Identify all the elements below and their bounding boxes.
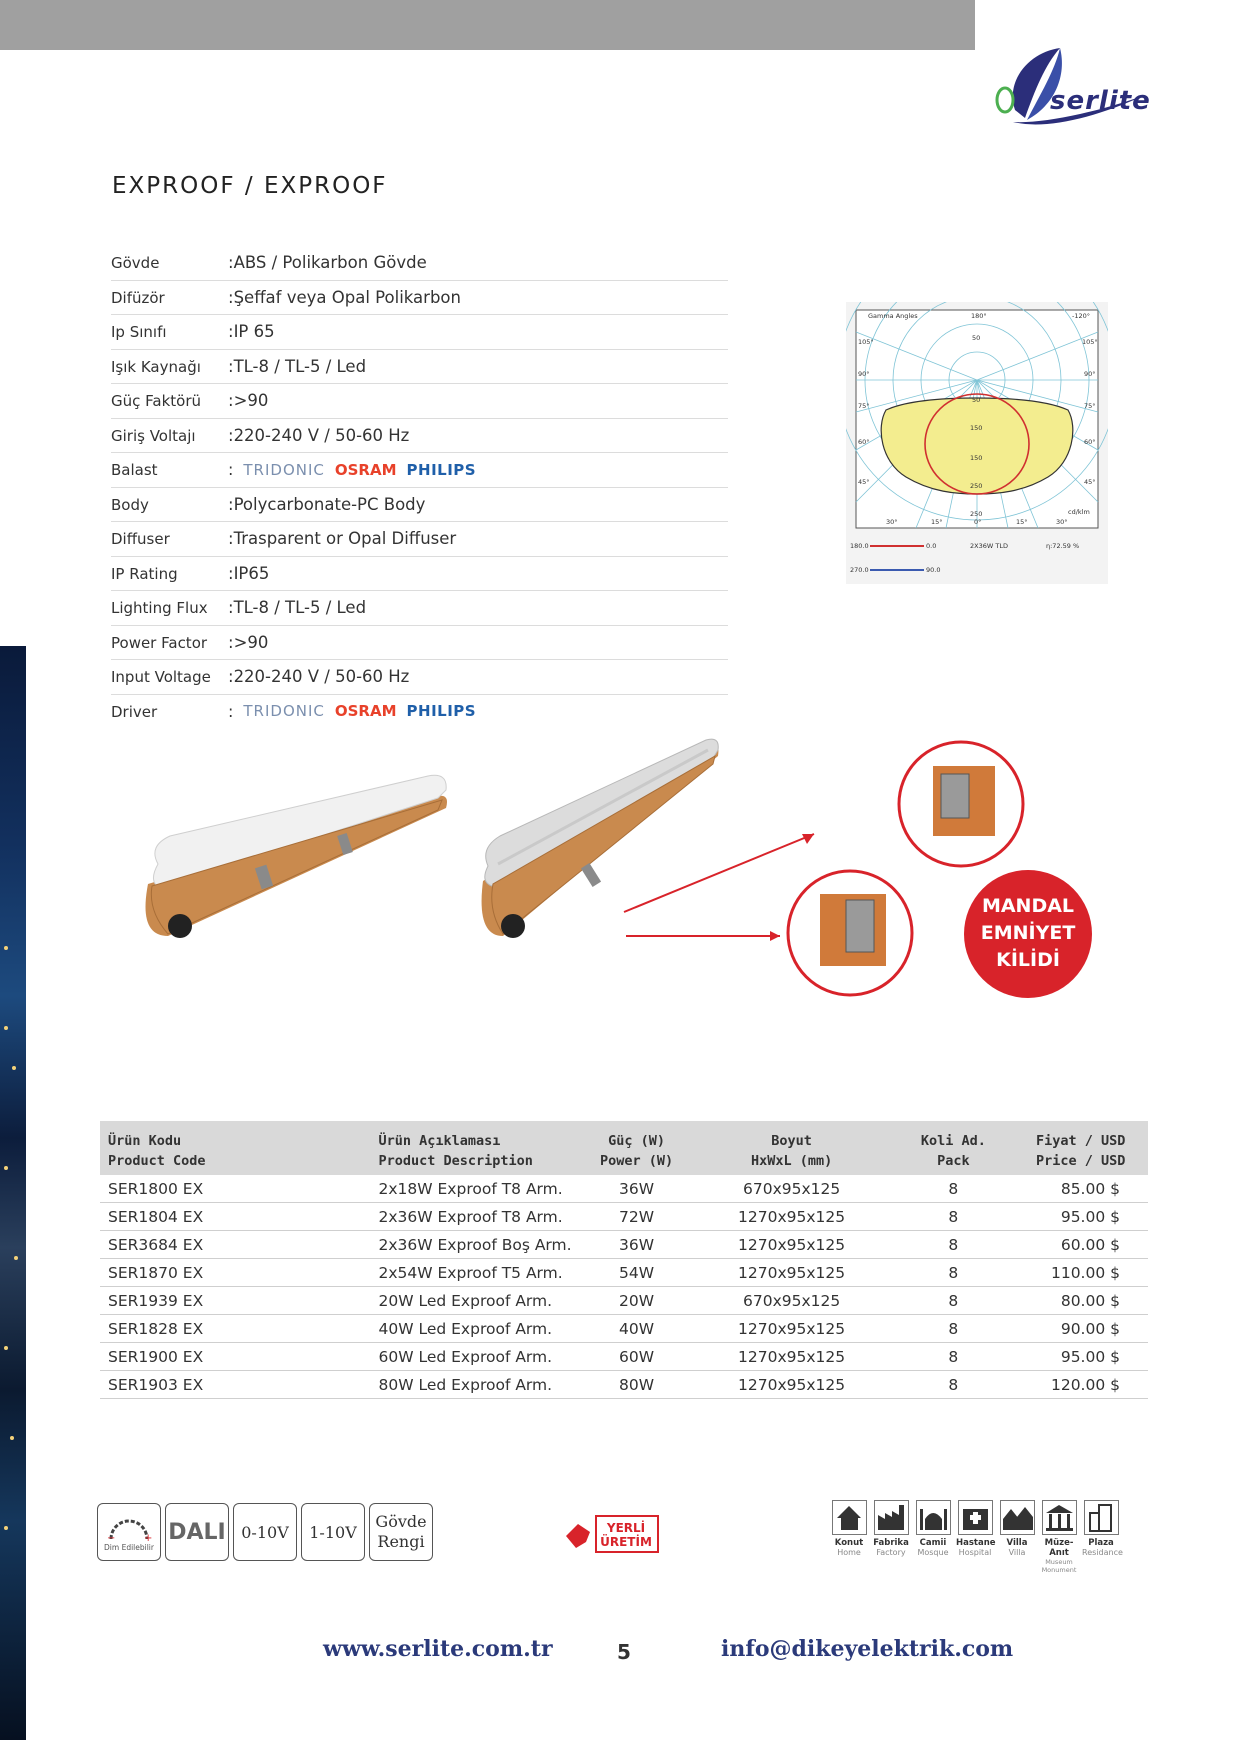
spec-value: :IP65: [228, 563, 270, 583]
factory-icon: Fabrika Factory: [872, 1500, 910, 1558]
page-number: 5: [617, 1640, 631, 1664]
ring-label: 250: [970, 510, 983, 518]
spec-row: [111, 384, 728, 419]
page-title: EXPROOF / EXPROOF: [112, 173, 388, 199]
application-areas: [830, 1500, 1125, 1574]
spec-row: [111, 660, 728, 695]
spec-label: Body: [111, 495, 149, 514]
feature-icons: [97, 1503, 433, 1561]
price-table: [100, 1121, 1148, 1399]
spec-value: :220-240 V / 50-60 Hz: [228, 667, 410, 686]
villa-icon: Villa Villa: [998, 1500, 1036, 1558]
spec-row: [111, 695, 728, 729]
spec-label: Input Voltage: [111, 668, 211, 686]
spec-row: [111, 281, 728, 316]
spec-value: :ABS / Polikarbon Gövde: [228, 253, 427, 272]
badge-line: EMNİYET: [980, 922, 1076, 944]
spec-row: [111, 522, 728, 557]
brand-name: serlite: [1050, 86, 1151, 116]
angle-label: 90°: [858, 370, 870, 378]
table-row: SER1804 EX 2x36W Exproof T8 Arm. 72W 1270x95x125 8 95.00 $: [100, 1203, 1148, 1231]
spec-value: :Şeffaf veya Opal Polikarbon: [228, 287, 461, 307]
angle-label: 105°: [1082, 338, 1098, 346]
ring-label: 50: [972, 396, 981, 404]
col-header-description: Ürün Açıklaması Product Description: [371, 1121, 584, 1175]
angle-label: 0°: [974, 518, 982, 526]
table-row: SER3684 EX 2x36W Exproof Boş Arm. 36W 1270x95x125 8 60.00 $: [100, 1231, 1148, 1259]
dimming-0-10v-icon: 0-10V: [233, 1503, 297, 1561]
spec-list: [111, 246, 728, 728]
spec-row: [111, 453, 728, 488]
spec-value: :IP 65: [228, 322, 275, 341]
angle-label: 60°: [1084, 438, 1096, 446]
badge-line: KİLİDİ: [996, 949, 1060, 971]
ring-label: 250: [970, 482, 983, 490]
safety-lock-badge: [964, 870, 1092, 998]
angle-label: 75°: [1084, 402, 1096, 410]
spec-value: :TL-8 / TL-5 / Led: [228, 598, 367, 617]
col-header-size: Boyut HxWxL (mm): [690, 1121, 894, 1175]
philips-logo: PHILIPS: [406, 460, 477, 479]
dim-label: Dim Edilebilir: [104, 1542, 154, 1552]
spec-row: [111, 488, 728, 523]
tridonic-logo: TRIDONIC: [243, 460, 325, 479]
spec-row: [111, 626, 728, 661]
dali-icon: DALI: [165, 1503, 229, 1561]
spec-label: Driver: [111, 702, 158, 721]
spec-row: [111, 315, 728, 350]
body-color-icon: Gövde Rengi: [369, 1503, 433, 1561]
angle-label: 45°: [858, 478, 870, 486]
table-row: SER1939 EX 20W Led Exproof Arm. 20W 670x95x125 8 80.00 $: [100, 1287, 1148, 1315]
driver-brands: : TRIDONIC OSRAM PHILIPS: [228, 701, 477, 721]
ring-label: 50: [972, 334, 981, 342]
spec-label: Diffuser: [111, 530, 170, 548]
ring-label: 150: [970, 454, 983, 462]
spec-label: Işık Kaynağı: [111, 357, 201, 376]
spec-label: Giriş Voltajı: [111, 426, 196, 445]
ring-label: 150: [970, 424, 983, 432]
legend-efficiency: η:72.59 %: [1046, 542, 1080, 550]
hospital-icon: Hastane Hospital: [956, 1500, 994, 1558]
footer-email-link[interactable]: info@dikeyelektrik.com: [721, 1636, 1014, 1662]
polar-unit: cd/klm: [1068, 508, 1090, 516]
spec-value: :TL-8 / TL-5 / Led: [228, 356, 367, 376]
angle-label: 45°: [1084, 478, 1096, 486]
legend-left: 270.0: [850, 566, 869, 574]
angle-label: 15°: [1016, 518, 1028, 526]
spec-value: :>90: [228, 632, 269, 652]
ballast-brands: : TRIDONIC OSRAM PHILIPS: [228, 460, 477, 479]
fixture-transparent-image: [482, 739, 719, 938]
col-header-pack: Koli Ad. Pack: [893, 1121, 1013, 1175]
spec-row: [111, 350, 728, 385]
spec-value: :Trasparent or Opal Diffuser: [228, 529, 457, 548]
footer-website-link[interactable]: www.serlite.com.tr: [323, 1636, 553, 1662]
table-row: SER1800 EX 2x18W Exproof T8 Arm. 36W 670x95x125 8 85.00 $: [100, 1175, 1148, 1203]
table-row: SER1900 EX 60W Led Exproof Arm. 60W 1270x95x125 8 95.00 $: [100, 1343, 1148, 1371]
spec-value: :220-240 V / 50-60 Hz: [228, 425, 410, 445]
legend-lamp: 2X36W TLD: [970, 542, 1008, 550]
spec-label: Ip Sınıfı: [111, 323, 167, 341]
col-header-price: Fiyat / USD Price / USD: [1013, 1121, 1148, 1175]
plaza-icon: Plaza Residance: [1082, 1500, 1120, 1558]
side-photo-strip: [0, 646, 26, 1740]
angle-label: 105°: [858, 338, 874, 346]
polar-header-right: -120°: [1072, 312, 1091, 320]
spec-value: :>90: [228, 391, 269, 410]
yerli-line2: ÜRETİM: [600, 1535, 652, 1549]
spec-label: Difüzör: [111, 288, 165, 307]
home-icon: Konut Home: [830, 1500, 868, 1558]
mosque-icon: Camii Mosque: [914, 1500, 952, 1558]
spec-value: :Polycarbonate-PC Body: [228, 494, 426, 514]
spec-row: [111, 591, 728, 626]
angle-label: 90°: [1084, 370, 1096, 378]
badge-line: MANDAL: [981, 895, 1075, 917]
yerli-line1: YERLİ: [606, 1521, 646, 1535]
col-header-code: Ürün Kodu Product Code: [100, 1121, 371, 1175]
spec-label: IP Rating: [111, 564, 178, 583]
spec-row: [111, 419, 728, 454]
spec-label: Power Factor: [111, 633, 208, 652]
spec-row: [111, 246, 728, 281]
angle-label: 75°: [858, 402, 870, 410]
legend-left: 180.0: [850, 542, 869, 550]
spec-label: Gövde: [111, 254, 160, 272]
svg-text:+: +: [144, 1532, 153, 1543]
table-header-row: [100, 1121, 1148, 1175]
table-row: SER1870 EX 2x54W Exproof T5 Arm. 54W 1270x95x125 8 110.00 $: [100, 1259, 1148, 1287]
spec-label: Güç Faktörü: [111, 392, 202, 410]
osram-logo: OSRAM: [334, 702, 397, 720]
philips-logo: PHILIPS: [406, 702, 477, 720]
spec-row: [111, 557, 728, 592]
col-header-power: Güç (W) Power (W): [583, 1121, 690, 1175]
local-production-badge: [562, 1512, 660, 1556]
polar-header-mid: 180°: [971, 312, 987, 320]
angle-label: 30°: [886, 518, 898, 526]
museum-icon: Müze-Anıt Museum Monument: [1040, 1500, 1078, 1574]
photometric-polar-diagram: [846, 302, 1108, 584]
spec-label: Lighting Flux: [111, 599, 208, 617]
table-row: SER1903 EX 80W Led Exproof Arm. 80W 1270x95x125 8 120.00 $: [100, 1371, 1148, 1399]
angle-label: 15°: [931, 518, 943, 526]
table-row: SER1828 EX 40W Led Exproof Arm. 40W 1270x95x125 8 90.00 $: [100, 1315, 1148, 1343]
product-images: [108, 736, 1098, 1002]
serlite-logo-icon: [985, 40, 1155, 130]
osram-logo: OSRAM: [334, 460, 397, 479]
top-bar: [0, 0, 975, 50]
dimming-1-10v-icon: 1-10V: [301, 1503, 365, 1561]
fixture-opal-image: [146, 775, 448, 938]
legend-right: 90.0: [926, 566, 941, 574]
angle-label: 60°: [858, 438, 870, 446]
tridonic-logo: TRIDONIC: [243, 702, 325, 720]
svg-text:−: −: [107, 1532, 116, 1543]
spec-label: Balast: [111, 461, 158, 479]
polar-header-left: Gamma Angles: [868, 312, 918, 320]
dimmable-icon: [97, 1503, 161, 1561]
legend-right: 0.0: [926, 542, 937, 550]
angle-label: 30°: [1056, 518, 1068, 526]
